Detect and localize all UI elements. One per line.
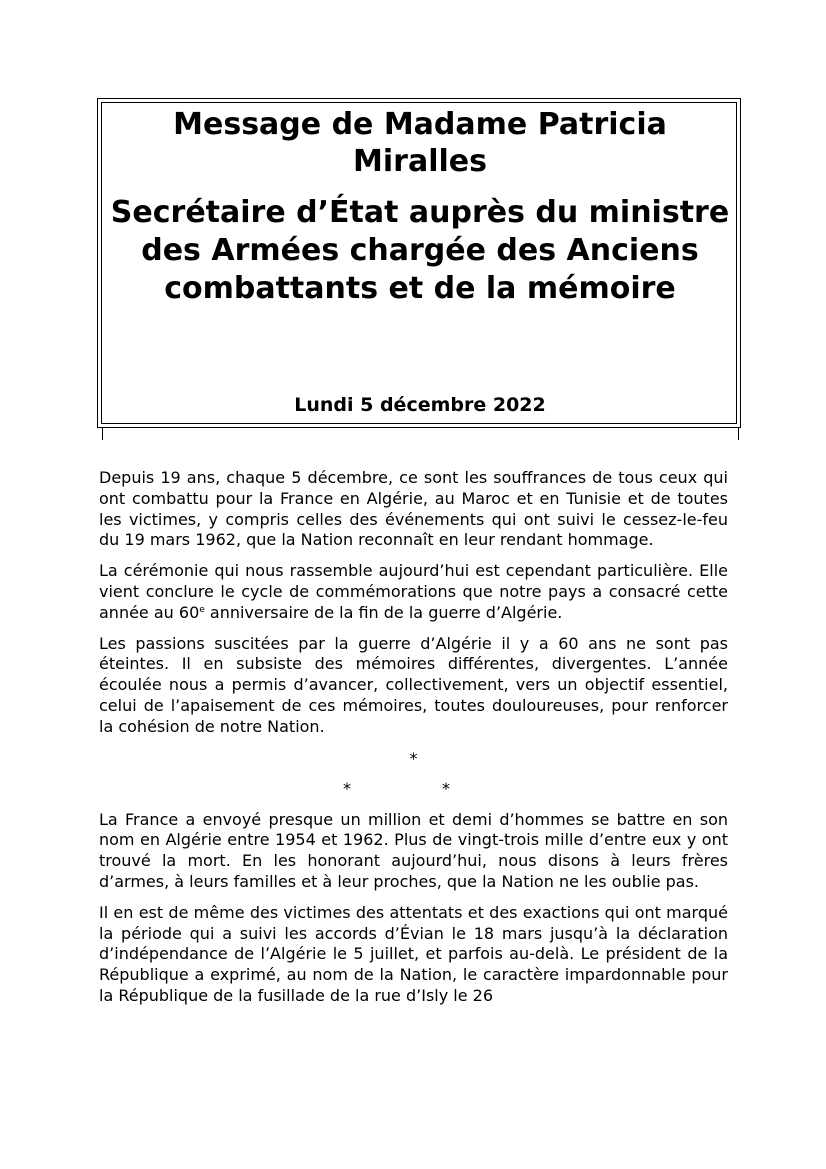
paragraph-1: Depuis 19 ans, chaque 5 décembre, ce sont les souffrances de tous ceux qui ont combattu pour la France en Algérie, au Maroc et en Tunisie et de toutes les victimes, y compris celles des événements qui ont suivi le cessez-le-feu du 19 mars 1962, que la Nation reconnaît en leur rendant hommage. xyxy=(99,468,728,550)
paragraph-2-text: La cérémonie qui nous rassemble aujourd’hui est cependant particulière. Elle vient conclure le cycle de commémorations que notre pays a consacré cette année au 60 xyxy=(99,561,728,622)
frame-tick-right xyxy=(738,428,739,440)
paragraph-2 xyxy=(99,561,728,623)
title-block xyxy=(104,106,736,308)
document-body xyxy=(99,468,728,1017)
ordinal-superscript: e xyxy=(199,604,205,615)
frame-tick-left xyxy=(102,428,103,440)
section-separator-bottom-stars xyxy=(99,778,728,800)
paragraph-3: Les passions suscitées par la guerre d’Algérie il y a 60 ans ne sont pas éteintes. Il en subsiste des mémoires différentes, divergentes. L’année écoulée nous a permis d’avancer, collectivement, vers un objectif essentiel, celui de l’apaisement de ces mémoires, toutes douloureuses, pour renforcer la cohésion de notre Nation. xyxy=(99,633,728,736)
document-date: Lundi 5 décembre 2022 xyxy=(294,394,546,416)
separator-star-left: * xyxy=(343,778,351,798)
separator-star-right: * xyxy=(442,778,450,798)
document-subtitle: Secrétaire d’État auprès du ministre des Armées chargée des Anciens combattants et de la mémoire xyxy=(110,195,730,306)
paragraph-4: La France a envoyé presque un million et demi d’hommes se battre en son nom en Algérie entre 1954 et 1962. Plus de vingt-trois mille d’entre eux y ont trouvé la mort. En les honorant aujourd’hui, nous disons à leurs frères d’armes, à leurs familles et à leur proches, que la Nation ne les oublie pas. xyxy=(99,809,728,891)
paragraph-2-text-end: anniversaire de la fin de la guerre d’Algérie. xyxy=(204,602,563,622)
paragraph-5: Il en est de même des victimes des attentats et des exactions qui ont marqué la période qui a suivi les accords d’Évian le 18 mars jusqu’à la déclaration d’indépendance de l’Algérie le 5 juillet, et parfois au-delà. Le président de la République a exprimé, au nom de la Nation, le caractère impardonnable pour la République de la fusillade de la rue d’Isly le 26 xyxy=(99,902,728,1005)
section-separator-top-star: * xyxy=(409,748,418,768)
document-title: Message de Madame Patricia Miralles xyxy=(173,107,667,179)
